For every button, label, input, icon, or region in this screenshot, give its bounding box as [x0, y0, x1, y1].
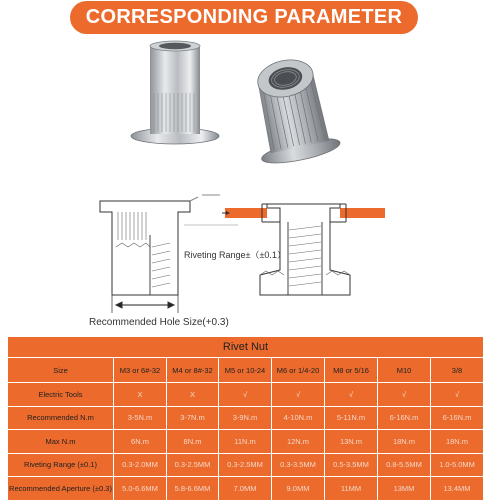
table-cell: 3-9N.m [219, 406, 272, 430]
table-cell: √ [219, 383, 272, 407]
table-cell: 13MM [378, 477, 431, 501]
size-header: Size [8, 358, 114, 383]
row-label: Recommended Aperture (±0.3) [8, 477, 114, 501]
table-cell: 0.3-3.5MM [272, 453, 325, 477]
table-cell: √ [325, 383, 378, 407]
table-cell: 6-16N.m [431, 406, 484, 430]
table-cell: 13.4MM [431, 477, 484, 501]
table-cell: √ [378, 383, 431, 407]
table-cell: X [167, 383, 219, 407]
size-header-m6: M6 or 1/4-20 [272, 358, 325, 383]
rivet-nut-standing [131, 41, 219, 144]
page-title-banner: CORRESPONDING PARAMETER [70, 1, 418, 34]
table-cell: 0.3-2.5MM [219, 453, 272, 477]
table-cell: 12N.m [272, 430, 325, 454]
size-header-m4: M4 or 8#-32 [167, 358, 219, 383]
table-cell: 5.8-6.6MM [167, 477, 219, 501]
table-cell: 6-16N.m [378, 406, 431, 430]
table-title: Rivet Nut [8, 337, 484, 358]
table-cell: 0.3-2.0MM [114, 453, 167, 477]
table-header-row [8, 358, 484, 383]
table-cell: 18N.m [431, 430, 484, 454]
row-label: Electric Tools [8, 383, 114, 407]
table-cell: X [114, 383, 167, 407]
table-cell: √ [272, 383, 325, 407]
table-row-max-torque [8, 430, 484, 454]
table-row-riveting-range [8, 453, 484, 477]
table-row-electric-tools [8, 383, 484, 407]
size-header-m10: M10 [378, 358, 431, 383]
size-header-m5: M5 or 10-24 [219, 358, 272, 383]
table-cell: 18N.m [378, 430, 431, 454]
table-cell: 3-7N.m [167, 406, 219, 430]
row-label: Riveting Range (±0.1) [8, 453, 114, 477]
table-cell: 6N.m [114, 430, 167, 454]
table-cell: √ [431, 383, 484, 407]
riveting-range-label: Riveting Range±（±0.1） [184, 250, 286, 260]
rivet-nut-product-photo [100, 38, 390, 188]
size-header-3-8: 3/8 [431, 358, 484, 383]
row-label: Recommended N.m [8, 406, 114, 430]
size-header-m3: M3 or 6#-32 [114, 358, 167, 383]
table-cell: 3-5N.m [114, 406, 167, 430]
table-cell: 13N.m [325, 430, 378, 454]
table-cell: 5.0-6.6MM [114, 477, 167, 501]
table-cell: 4-10N.m [272, 406, 325, 430]
table-cell: 0.5-3.5MM [325, 453, 378, 477]
table-cell: 11MM [325, 477, 378, 501]
table-cell: 11N.m [219, 430, 272, 454]
table-row-recommended-aperture [8, 477, 484, 501]
table-cell: 7.0MM [219, 477, 272, 501]
recommended-hole-size-label: Recommended Hole Size(+0.3) [89, 317, 229, 328]
table-cell: 1.0-5.0MM [431, 453, 484, 477]
table-cell: 0.8-5.5MM [378, 453, 431, 477]
row-label: Max N.m [8, 430, 114, 454]
size-header-m8: M8 or 5/16 [325, 358, 378, 383]
table-row-recommended-torque [8, 406, 484, 430]
table-cell: 8N.m [167, 430, 219, 454]
table-cell: 0.3-2.5MM [167, 453, 219, 477]
rivet-nut-parameter-table [7, 336, 484, 501]
rivet-nut-tilted [243, 53, 342, 168]
table-cell: 5-11N.m [325, 406, 378, 430]
table-cell: 9.0MM [272, 477, 325, 501]
